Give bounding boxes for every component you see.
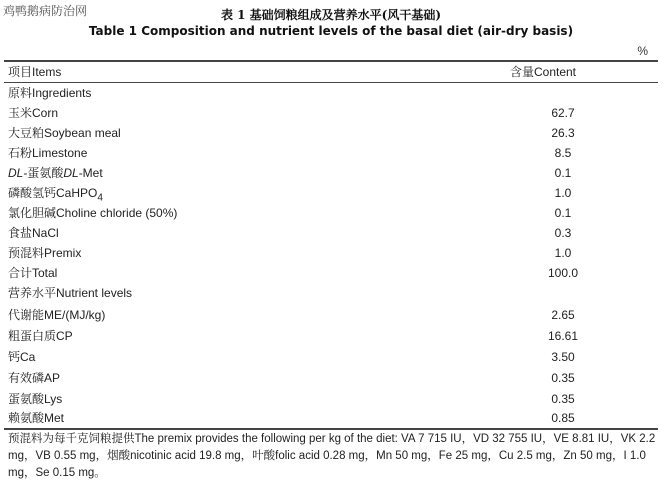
table-row xyxy=(8,143,648,163)
row-item: 预混料Premix xyxy=(8,246,82,260)
header-content: 含量Content xyxy=(509,65,577,79)
table-header xyxy=(8,62,648,82)
table-row xyxy=(8,347,648,367)
table-title-english: Table 1 Composition and nutrient levels of the basal diet (air-dry basis) xyxy=(88,24,574,38)
table-row xyxy=(8,326,648,346)
table-row xyxy=(8,123,648,143)
row-item-subscript: 4 xyxy=(97,192,103,204)
row-item: 氯化胆碱Choline chloride (50%) xyxy=(8,206,178,220)
watermark: 鸡鸭鹅病防治网 xyxy=(3,4,88,18)
table-row xyxy=(8,103,648,123)
row-value: 3.50 xyxy=(551,350,575,364)
row-value: 0.35 xyxy=(551,371,575,385)
table-bottom-rule xyxy=(4,428,658,430)
table-row xyxy=(8,163,648,183)
row-item-dl: DL xyxy=(8,166,24,180)
row-value: 1.0 xyxy=(554,246,572,260)
row-item: 赖氨酸Met xyxy=(8,411,65,425)
row-value: 16.61 xyxy=(547,329,579,343)
row-item-mid: -蛋氨酸 xyxy=(23,166,64,180)
row-item xyxy=(8,163,103,183)
row-value: 62.7 xyxy=(551,106,575,120)
row-value: 0.1 xyxy=(554,166,572,180)
header-item: 项目Items xyxy=(8,65,62,79)
row-value: 2.65 xyxy=(551,308,575,322)
row-value: 0.85 xyxy=(551,411,575,425)
row-value: 100.0 xyxy=(547,266,579,280)
unit-label: % xyxy=(637,44,648,58)
row-item: 钙Ca xyxy=(8,350,36,364)
table-row xyxy=(8,203,648,223)
row-item: 食盐NaCl xyxy=(8,226,59,240)
table-row xyxy=(8,305,648,325)
table-footnote: 预混料为每千克饲粮提供The premix provides the following per kg of the diet: VA 7 715 IU，VD 32 755 IU，VE 8.81 IU，VK 2.2 mg，VB 0.55 mg，烟酸nicotinic acid 19.8 mg，叶酸folic acid 0.28 mg，Mn 50 mg，Fe 25 mg，Cu 2.5 mg，Zn 50 mg，I 1.0 mg，Se 0.15 mg。 xyxy=(8,433,656,479)
row-value: 26.3 xyxy=(551,126,575,140)
row-item-text: 磷酸氢钙CaHPO xyxy=(8,186,98,200)
row-item-dl2: DL xyxy=(63,166,79,180)
table-row xyxy=(8,183,648,203)
row-item: 玉米Corn xyxy=(8,106,59,120)
row-item-suffix: -Met xyxy=(78,166,103,180)
table-row xyxy=(8,283,648,303)
table-row xyxy=(8,408,648,428)
row-item: 原料Ingredients xyxy=(8,86,92,100)
row-value: 0.1 xyxy=(554,206,572,220)
table-row xyxy=(8,263,648,283)
table-row xyxy=(8,83,648,103)
row-value: 0.35 xyxy=(551,392,575,406)
table-row xyxy=(8,243,648,263)
row-item: 有效磷AP xyxy=(8,371,61,385)
row-value: 1.0 xyxy=(554,186,572,200)
row-item: 粗蛋白质CP xyxy=(8,329,73,343)
row-item: 合计Total xyxy=(8,266,58,280)
table-row xyxy=(8,389,648,409)
row-item: 大豆粕Soybean meal xyxy=(8,126,121,140)
row-item: 蛋氨酸Lys xyxy=(8,392,63,406)
row-item: 石粉Limestone xyxy=(8,146,88,160)
table-row xyxy=(8,368,648,388)
row-value: 8.5 xyxy=(554,146,572,160)
table-row xyxy=(8,223,648,243)
row-value: 0.3 xyxy=(554,226,572,240)
row-item: 代谢能ME/(MJ/kg) xyxy=(8,308,106,322)
table-title-chinese: 表 1 基础饲粮组成及营养水平(风干基础) xyxy=(220,8,442,22)
row-item: 营养水平Nutrient levels xyxy=(8,286,133,300)
